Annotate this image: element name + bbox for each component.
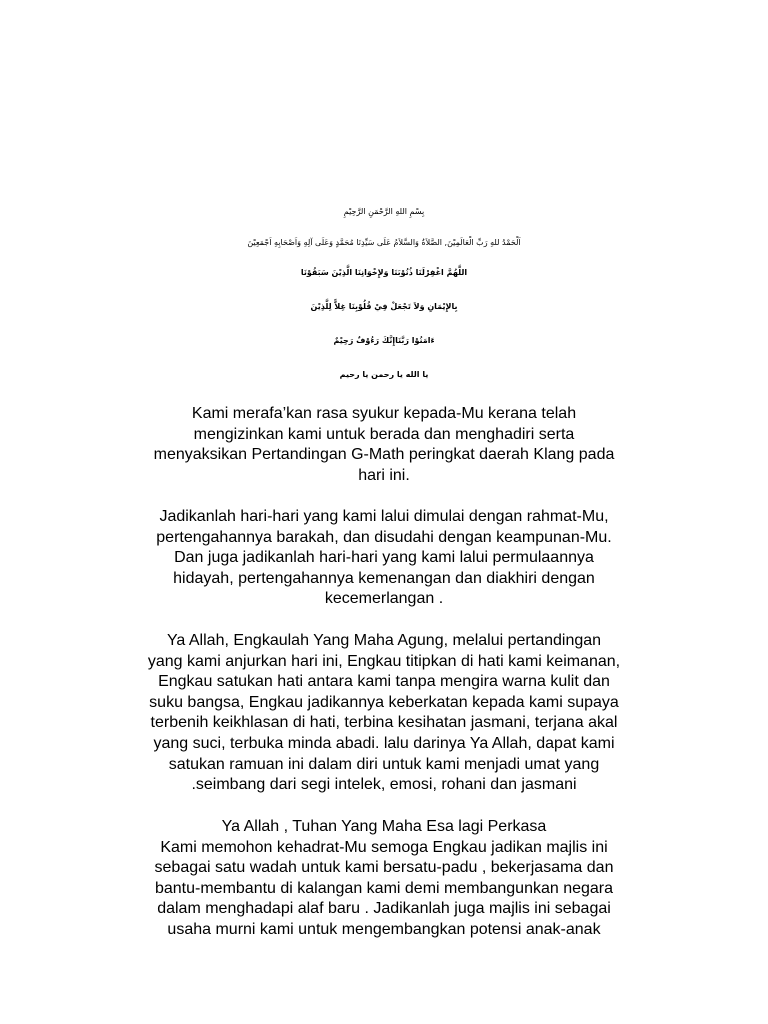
dua-block: [0, 256, 768, 392]
paragraph-line: mengizinkan kami untuk berada dan menghadiri serta: [193, 425, 575, 443]
basmalah: بِسْمِ اللهِ الرَّحْمَنِ الرَّحِيْمِ: [343, 207, 425, 216]
dua-line: يا الله يا رحمن يا رحيم: [339, 370, 429, 379]
paragraph-line: Ya Allah , Tuhan Yang Maha Esa lagi Perkasa: [221, 818, 547, 835]
paragraph-line: hari ini.: [358, 466, 410, 484]
paragraph-line: Kami merafa’kan rasa syukur kepada-Mu kerana telah: [191, 405, 577, 422]
paragraph-gratitude: [100, 404, 668, 486]
paragraph-line: satukan ramuan ini dalam diri untuk kami menjadi umat yang: [168, 755, 600, 773]
paragraph-line: kecemerlangan .: [324, 590, 444, 608]
paragraph-line: terbenih keikhlasan di hati, terbina kesihatan jasmani, terjana akal: [150, 714, 618, 732]
paragraph-line: usaha murni kami untuk mengembangkan potensi anak-anak: [167, 920, 601, 938]
paragraph-line: sebagai satu wadah untuk kami bersatu-padu , bekerjasama dan: [154, 859, 614, 877]
paragraph-line: hidayah, pertengahannya kemenangan dan diakhiri dengan: [173, 569, 595, 587]
paragraph-line: Engkau satukan hati antara kami tanpa mengira warna kulit dan: [158, 673, 610, 691]
dua-line: اللَّهُمَّ اغْفِرْلَنَا ذُنُوْبَنَا وَلإِخْوَانِنَا الَّذِيْنَ سَبَقُوْنَا: [300, 268, 468, 277]
praise-line: اَلْحَمْدُ للهِ رَبِّ الْعَالَمِيْنَ, الصَّلاَةُ وَالسَّلاَمُ عَلَى سَيِّدِنَا مُحَمَّدٍ وَعَلَى آلِهِ وَاَصْحَابِهِ اَجْمَعِيْنَ: [247, 238, 521, 247]
paragraph-maha-esa: [100, 817, 668, 941]
paragraph-line: Ya Allah, Engkaulah Yang Maha Agung, melalui pertandingan: [166, 632, 602, 649]
dua-line: بِالإِيْمَانِ وَلاَ تَجْعَلْ فِيْ قُلُوْبِنَا غِلاًّ لِلَّذِيْنَ: [310, 302, 458, 311]
dua-line: ءَامَنُوْا رَبَّنَاإِنَّكَ رَءُوْفٌ رَحِيْمٌ: [333, 336, 435, 345]
paragraph-line: dalam menghadapi alaf baru . Jadikanlah juga majlis ini sebagai: [157, 900, 611, 918]
paragraph-line: Jadikanlah hari-hari yang kami lalui dimulai dengan rahmat-Mu,: [159, 508, 609, 525]
paragraph-days: [100, 507, 668, 610]
paragraph-line: bantu-membantu di kalangan kami demi membangunkan negara: [154, 879, 614, 897]
paragraph-maha-agung: [100, 631, 668, 796]
paragraph-line: yang kami anjurkan hari ini, Engkau titipkan di hati kami keimanan,: [147, 652, 621, 670]
paragraph-line: Dan juga jadikanlah hari-hari yang kami lalui permulaannya: [174, 549, 594, 567]
paragraph-line: pertengahannya barakah, dan disudahi dengan keampunan-Mu.: [156, 528, 612, 546]
paragraph-line: menyaksikan Pertandingan G-Math peringkat daerah Klang pada: [153, 446, 615, 464]
paragraph-line: Kami memohon kehadrat-Mu semoga Engkau jadikan majlis ini: [160, 838, 608, 856]
paragraph-line: suku bangsa, Engkau jadikannya keberkatan kepada kami supaya: [149, 693, 619, 711]
paragraph-line: yang suci, terbuka minda abadi. lalu darinya Ya Allah, dapat kami: [153, 734, 615, 752]
paragraph-line: .seimbang dari segi intelek, emosi, rohani dan jasmani: [191, 776, 577, 794]
